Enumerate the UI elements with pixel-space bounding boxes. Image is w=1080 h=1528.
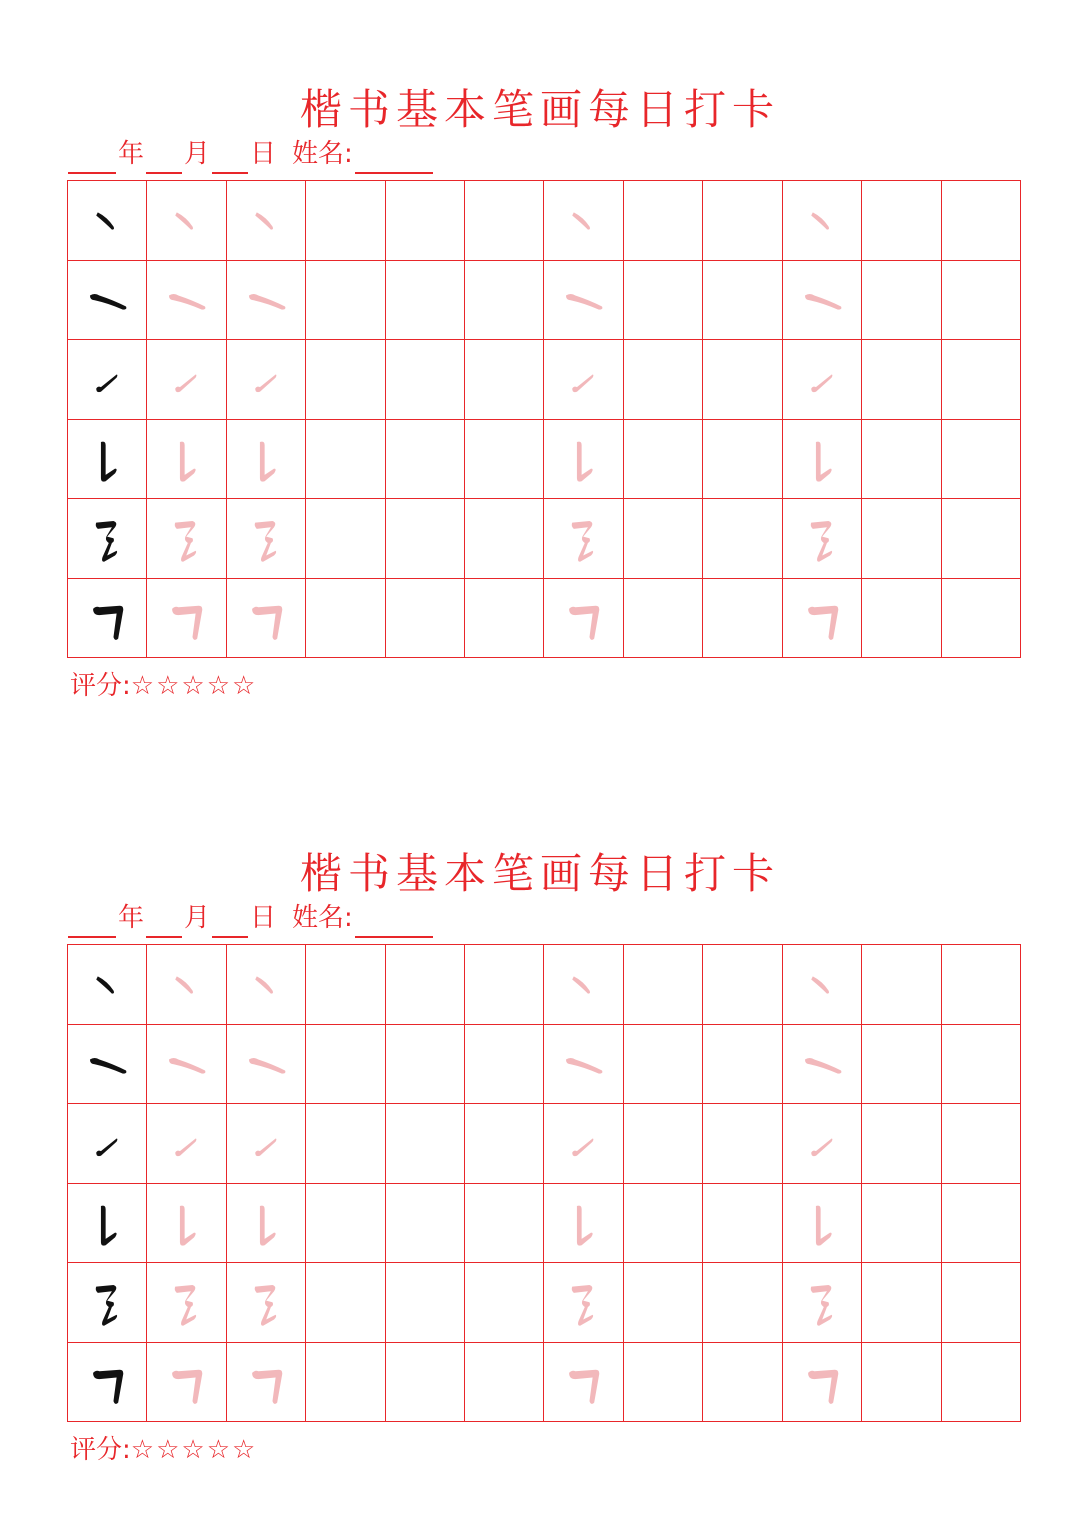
model-heng-stroke [68, 1025, 146, 1104]
practice-cell[interactable] [227, 499, 306, 579]
month-label: 月 [184, 903, 211, 933]
practice-cell[interactable] [227, 1184, 306, 1264]
year-label: 年 [118, 903, 145, 933]
practice-cell[interactable] [703, 1104, 782, 1184]
trace-heng-zhe-stroke [227, 1343, 305, 1422]
practice-cell[interactable] [68, 261, 147, 341]
practice-cell[interactable] [465, 1263, 544, 1343]
trace-heng-zhe-stroke [147, 1343, 225, 1422]
sheet-title: 楷书基本笔画每日打卡 [299, 85, 780, 134]
trace-ti-stroke [783, 340, 861, 419]
trace-shu-ti-stroke [544, 420, 622, 499]
practice-cell[interactable] [544, 1025, 623, 1105]
practice-cell[interactable] [386, 945, 465, 1025]
practice-cell[interactable] [147, 1263, 226, 1343]
trace-heng-stroke [227, 261, 305, 340]
practice-cell[interactable] [147, 499, 226, 579]
month-blank[interactable] [146, 906, 182, 938]
practice-cell[interactable] [624, 579, 703, 659]
practice-cell[interactable] [227, 1104, 306, 1184]
practice-cell[interactable] [862, 1343, 941, 1423]
practice-cell[interactable] [544, 340, 623, 420]
practice-cell[interactable] [227, 1343, 306, 1423]
practice-cell[interactable] [783, 499, 862, 579]
trace-heng-zhe-stroke [544, 1343, 622, 1422]
trace-shu-ti-stroke [544, 1184, 622, 1263]
score-line [70, 1432, 257, 1468]
model-ti-stroke [68, 340, 146, 419]
practice-cell[interactable] [862, 579, 941, 659]
trace-heng-stroke [147, 261, 225, 340]
day-blank[interactable] [212, 142, 248, 174]
practice-cell[interactable] [942, 420, 1021, 500]
year-label: 年 [118, 139, 145, 169]
model-ti-stroke [68, 1104, 146, 1183]
star-rating[interactable]: ☆☆☆☆☆ [130, 671, 258, 701]
practice-cell[interactable] [386, 499, 465, 579]
model-shu-ti-stroke [68, 1184, 146, 1263]
trace-heng-stroke [227, 1025, 305, 1104]
score-label: 评分: [70, 1435, 131, 1465]
practice-cell[interactable] [306, 499, 385, 579]
practice-cell[interactable] [465, 1343, 544, 1423]
practice-cell[interactable] [465, 261, 544, 341]
date-name-line [68, 898, 433, 938]
practice-cell[interactable] [624, 945, 703, 1025]
practice-cell[interactable] [624, 261, 703, 341]
practice-cell[interactable] [386, 261, 465, 341]
practice-grid [67, 944, 1021, 1422]
practice-cell[interactable] [386, 420, 465, 500]
day-blank[interactable] [212, 906, 248, 938]
practice-cell[interactable] [465, 420, 544, 500]
practice-cell[interactable] [942, 340, 1021, 420]
practice-cell[interactable] [624, 499, 703, 579]
practice-cell[interactable] [624, 1104, 703, 1184]
practice-cell[interactable] [306, 1343, 385, 1423]
practice-cell[interactable] [703, 945, 782, 1025]
practice-cell[interactable] [703, 340, 782, 420]
practice-cell[interactable] [465, 579, 544, 659]
practice-cell[interactable] [386, 1104, 465, 1184]
trace-dian-stroke [227, 181, 305, 260]
practice-cell[interactable] [306, 261, 385, 341]
practice-cell[interactable] [624, 420, 703, 500]
practice-cell[interactable] [783, 340, 862, 420]
trace-heng-zhe-ti-stroke [147, 499, 225, 578]
practice-cell[interactable] [465, 1104, 544, 1184]
practice-cell[interactable] [942, 579, 1021, 659]
practice-cell[interactable] [68, 1025, 147, 1105]
practice-cell[interactable] [703, 1263, 782, 1343]
practice-cell[interactable] [227, 579, 306, 659]
practice-cell[interactable] [306, 1025, 385, 1105]
practice-cell[interactable] [465, 1184, 544, 1264]
trace-dian-stroke [147, 945, 225, 1024]
practice-cell[interactable] [544, 499, 623, 579]
practice-cell[interactable] [783, 261, 862, 341]
practice-cell[interactable] [862, 181, 941, 261]
trace-heng-stroke [544, 261, 622, 340]
practice-cell[interactable] [624, 181, 703, 261]
model-heng-stroke [68, 261, 146, 340]
trace-ti-stroke [227, 340, 305, 419]
practice-cell[interactable] [862, 1184, 941, 1264]
practice-cell[interactable] [783, 579, 862, 659]
model-dian-stroke [68, 181, 146, 260]
practice-cell[interactable] [227, 945, 306, 1025]
practice-cell[interactable] [306, 181, 385, 261]
trace-ti-stroke [544, 1104, 622, 1183]
trace-heng-zhe-ti-stroke [544, 1263, 622, 1342]
practice-cell[interactable] [624, 1025, 703, 1105]
name-blank[interactable] [355, 142, 433, 174]
practice-cell[interactable] [862, 420, 941, 500]
practice-cell[interactable] [68, 579, 147, 659]
practice-cell[interactable] [306, 579, 385, 659]
name-label: 姓名: [292, 139, 353, 169]
practice-cell[interactable] [783, 1184, 862, 1264]
score-line [70, 668, 257, 704]
practice-cell[interactable] [147, 579, 226, 659]
practice-cell[interactable] [68, 181, 147, 261]
practice-cell[interactable] [68, 420, 147, 500]
practice-cell[interactable] [147, 1104, 226, 1184]
practice-cell[interactable] [703, 420, 782, 500]
practice-cell[interactable] [942, 1343, 1021, 1423]
trace-heng-zhe-stroke [783, 579, 861, 658]
practice-cell[interactable] [227, 261, 306, 341]
practice-cell[interactable] [386, 181, 465, 261]
trace-heng-stroke [783, 1025, 861, 1104]
practice-cell[interactable] [306, 1104, 385, 1184]
practice-cell[interactable] [862, 1104, 941, 1184]
practice-cell[interactable] [703, 261, 782, 341]
practice-cell[interactable] [783, 1104, 862, 1184]
practice-cell[interactable] [147, 1343, 226, 1423]
practice-cell[interactable] [386, 1025, 465, 1105]
trace-shu-ti-stroke [147, 420, 225, 499]
trace-shu-ti-stroke [147, 1184, 225, 1263]
day-label: 日 [250, 903, 277, 933]
trace-ti-stroke [783, 1104, 861, 1183]
practice-cell[interactable] [624, 1263, 703, 1343]
practice-cell[interactable] [703, 1184, 782, 1264]
month-blank[interactable] [146, 142, 182, 174]
practice-cell[interactable] [465, 945, 544, 1025]
practice-cell[interactable] [147, 1184, 226, 1264]
practice-cell[interactable] [227, 420, 306, 500]
practice-cell[interactable] [942, 261, 1021, 341]
practice-cell[interactable] [703, 579, 782, 659]
practice-cell[interactable] [862, 1025, 941, 1105]
practice-cell[interactable] [306, 1263, 385, 1343]
trace-heng-zhe-ti-stroke [783, 499, 861, 578]
trace-ti-stroke [227, 1104, 305, 1183]
month-label: 月 [184, 139, 211, 169]
star-rating[interactable]: ☆☆☆☆☆ [130, 1435, 258, 1465]
name-label: 姓名: [292, 903, 353, 933]
practice-cell[interactable] [862, 340, 941, 420]
practice-cell[interactable] [544, 1104, 623, 1184]
practice-cell[interactable] [703, 181, 782, 261]
practice-cell[interactable] [544, 945, 623, 1025]
trace-heng-zhe-stroke [544, 579, 622, 658]
practice-cell[interactable] [465, 340, 544, 420]
practice-cell[interactable] [306, 945, 385, 1025]
practice-cell[interactable] [68, 1263, 147, 1343]
practice-cell[interactable] [386, 340, 465, 420]
trace-dian-stroke [544, 945, 622, 1024]
trace-shu-ti-stroke [783, 420, 861, 499]
trace-ti-stroke [147, 1104, 225, 1183]
year-blank[interactable] [68, 906, 116, 938]
practice-cell[interactable] [942, 1104, 1021, 1184]
trace-heng-zhe-ti-stroke [227, 1263, 305, 1342]
trace-dian-stroke [227, 945, 305, 1024]
practice-cell[interactable] [68, 499, 147, 579]
trace-heng-zhe-stroke [783, 1343, 861, 1422]
practice-cell[interactable] [227, 1263, 306, 1343]
model-heng-zhe-ti-stroke [68, 499, 146, 578]
practice-cell[interactable] [386, 579, 465, 659]
practice-cell[interactable] [227, 1025, 306, 1105]
practice-cell[interactable] [386, 1343, 465, 1423]
trace-heng-stroke [783, 261, 861, 340]
practice-cell[interactable] [68, 340, 147, 420]
trace-ti-stroke [544, 340, 622, 419]
practice-cell[interactable] [147, 420, 226, 500]
trace-dian-stroke [783, 181, 861, 260]
practice-cell[interactable] [862, 945, 941, 1025]
practice-cell[interactable] [68, 1104, 147, 1184]
practice-cell[interactable] [862, 1263, 941, 1343]
score-label: 评分: [70, 671, 131, 701]
model-heng-zhe-ti-stroke [68, 1263, 146, 1342]
practice-cell[interactable] [783, 181, 862, 261]
practice-cell[interactable] [703, 499, 782, 579]
trace-heng-zhe-ti-stroke [783, 1263, 861, 1342]
trace-heng-zhe-ti-stroke [544, 499, 622, 578]
trace-heng-zhe-stroke [227, 579, 305, 658]
model-dian-stroke [68, 945, 146, 1024]
practice-cell[interactable] [544, 181, 623, 261]
practice-cell[interactable] [783, 1343, 862, 1423]
practice-cell[interactable] [227, 181, 306, 261]
practice-cell[interactable] [942, 1025, 1021, 1105]
practice-cell[interactable] [147, 945, 226, 1025]
practice-cell[interactable] [783, 945, 862, 1025]
name-blank[interactable] [355, 906, 433, 938]
practice-cell[interactable] [942, 499, 1021, 579]
practice-cell[interactable] [783, 1025, 862, 1105]
practice-cell[interactable] [147, 1025, 226, 1105]
sheet-title: 楷书基本笔画每日打卡 [299, 849, 780, 898]
model-heng-zhe-stroke [68, 1343, 146, 1422]
practice-cell[interactable] [68, 945, 147, 1025]
trace-shu-ti-stroke [227, 420, 305, 499]
practice-cell[interactable] [544, 420, 623, 500]
trace-heng-zhe-ti-stroke [147, 1263, 225, 1342]
practice-cell[interactable] [465, 1025, 544, 1105]
practice-cell[interactable] [942, 1263, 1021, 1343]
practice-cell[interactable] [227, 340, 306, 420]
practice-cell[interactable] [306, 420, 385, 500]
practice-cell[interactable] [306, 1184, 385, 1264]
practice-cell[interactable] [386, 1184, 465, 1264]
practice-cell[interactable] [465, 499, 544, 579]
model-shu-ti-stroke [68, 420, 146, 499]
practice-cell[interactable] [306, 340, 385, 420]
practice-cell[interactable] [942, 945, 1021, 1025]
trace-heng-zhe-stroke [147, 579, 225, 658]
trace-dian-stroke [147, 181, 225, 260]
practice-cell[interactable] [544, 1184, 623, 1264]
practice-cell[interactable] [862, 499, 941, 579]
practice-cell[interactable] [783, 1263, 862, 1343]
trace-heng-zhe-ti-stroke [227, 499, 305, 578]
day-label: 日 [250, 139, 277, 169]
practice-cell[interactable] [942, 1184, 1021, 1264]
practice-cell[interactable] [862, 261, 941, 341]
practice-cell[interactable] [703, 1343, 782, 1423]
trace-dian-stroke [544, 181, 622, 260]
year-blank[interactable] [68, 142, 116, 174]
practice-cell[interactable] [465, 181, 544, 261]
practice-cell[interactable] [68, 1343, 147, 1423]
trace-ti-stroke [147, 340, 225, 419]
practice-cell[interactable] [703, 1025, 782, 1105]
trace-heng-stroke [544, 1025, 622, 1104]
practice-cell[interactable] [942, 181, 1021, 261]
practice-cell[interactable] [147, 340, 226, 420]
trace-shu-ti-stroke [227, 1184, 305, 1263]
trace-heng-stroke [147, 1025, 225, 1104]
practice-cell[interactable] [68, 1184, 147, 1264]
practice-cell[interactable] [783, 420, 862, 500]
trace-shu-ti-stroke [783, 1184, 861, 1263]
practice-cell[interactable] [147, 181, 226, 261]
practice-cell[interactable] [624, 340, 703, 420]
practice-cell[interactable] [544, 1343, 623, 1423]
practice-cell[interactable] [544, 261, 623, 341]
trace-dian-stroke [783, 945, 861, 1024]
date-name-line [68, 134, 433, 174]
practice-cell[interactable] [147, 261, 226, 341]
practice-cell[interactable] [544, 1263, 623, 1343]
practice-cell[interactable] [624, 1343, 703, 1423]
practice-cell[interactable] [624, 1184, 703, 1264]
practice-cell[interactable] [386, 1263, 465, 1343]
model-heng-zhe-stroke [68, 579, 146, 658]
practice-grid [67, 180, 1021, 658]
practice-cell[interactable] [544, 579, 623, 659]
